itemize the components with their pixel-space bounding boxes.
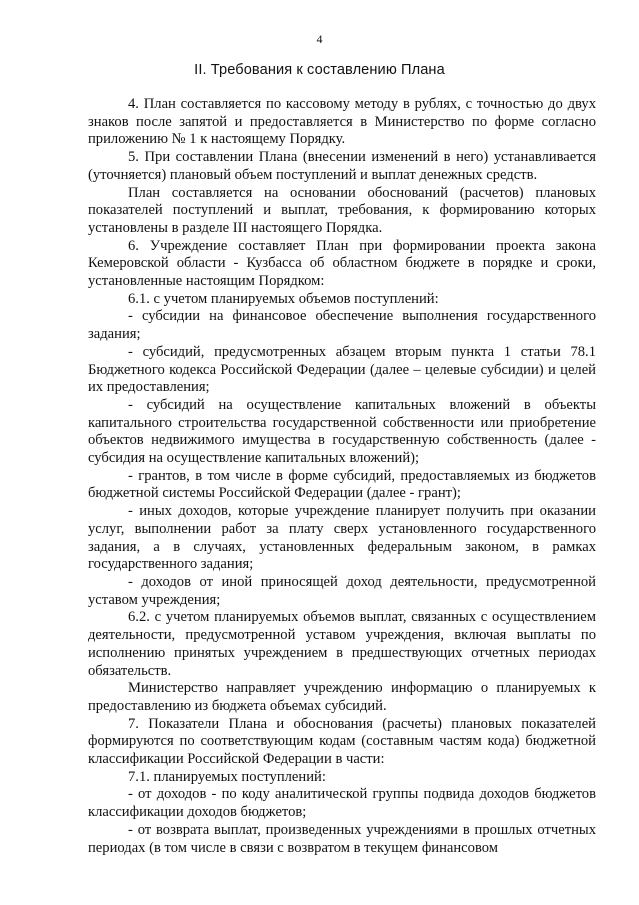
paragraph: 4. План составляется по кассовому методу в рублях, с точностью до двух знаков после запятой и предоставляется в Министерство по форме согласно приложению № 1 к настоящему Порядку. [88,96,596,148]
paragraph: 5. При составлении Плана (внесении изменений в него) устанавливается (уточняется) плановый объем поступлений и выплат денежных средств. [88,149,596,183]
paragraph: - иных доходов, которые учреждение планирует получить при оказании услуг, выполнении работ за плату сверх установленного государственного задания, а в случаях, установленных федеральным законом, в рамках государственного задания; [88,503,596,573]
paragraph: - субсидии на финансовое обеспечение выполнения государственного задания; [88,308,596,343]
paragraph: - от возврата выплат, произведенных учреждениями в прошлых отчетных периодах (в том числе в связи с возвратом в текущем финансовом [88,821,596,856]
paragraph: 6.1. с учетом планируемых объемов поступлений: [128,290,439,307]
paragraph: 7.1. планируемых поступлений: [128,768,326,785]
paragraph: 6.2. с учетом планируемых объемов выплат, связанных с осуществлением деятельности, предусмотренной уставом учреждения, включая выплаты по исполнению принятых учреждением в предшествующих отчетных периодах обязательств. [88,609,596,679]
paragraph: Министерство направляет учреждению информацию о планируемых к предоставлению из бюджета объемах субсидий. [88,680,596,714]
document-body [88,96,596,857]
paragraph: 7. Показатели Плана и обоснования (расчеты) плановых показателей формируются по соответствующим кодам (составным частям кода) бюджетной классификации Российской Федерации в части: [88,715,596,768]
paragraph: - субсидий, предусмотренных абзацем вторым пункта 1 статьи 78.1 Бюджетного кодекса Российской Федерации (далее – целевые субсидии) и целей их предоставления; [88,343,596,396]
page-number: 4 [316,32,323,46]
section-title: II. Требования к составлению Плана [194,62,445,78]
paragraph: - субсидий на осуществление капитальных вложений в объекты капитального строительства государственной собственности или приобретение объектов недвижимого имущества в государственную собственность (далее - субсидия на осуществление капитальных вложений); [88,396,596,467]
paragraph: План составляется на основании обоснований (расчетов) плановых показателей поступлений и выплат, требования, к формированию которых установлены в разделе III настоящего Порядка. [88,184,596,236]
paragraph: - доходов от иной приносящей доход деятельности, предусмотренной уставом учреждения; [88,573,596,608]
paragraph: - от доходов - по коду аналитической группы подвида доходов бюджетов классификации доходов бюджетов; [88,786,596,821]
paragraph: - грантов, в том числе в форме субсидий, предоставляемых из бюджетов бюджетной системы Российской Федерации (далее - грант); [88,467,596,502]
paragraph: 6. Учреждение составляет План при формировании проекта закона Кемеровской области - Кузбасса об областном бюджете в порядке и сроки, установленные настоящим Порядком: [88,237,596,290]
